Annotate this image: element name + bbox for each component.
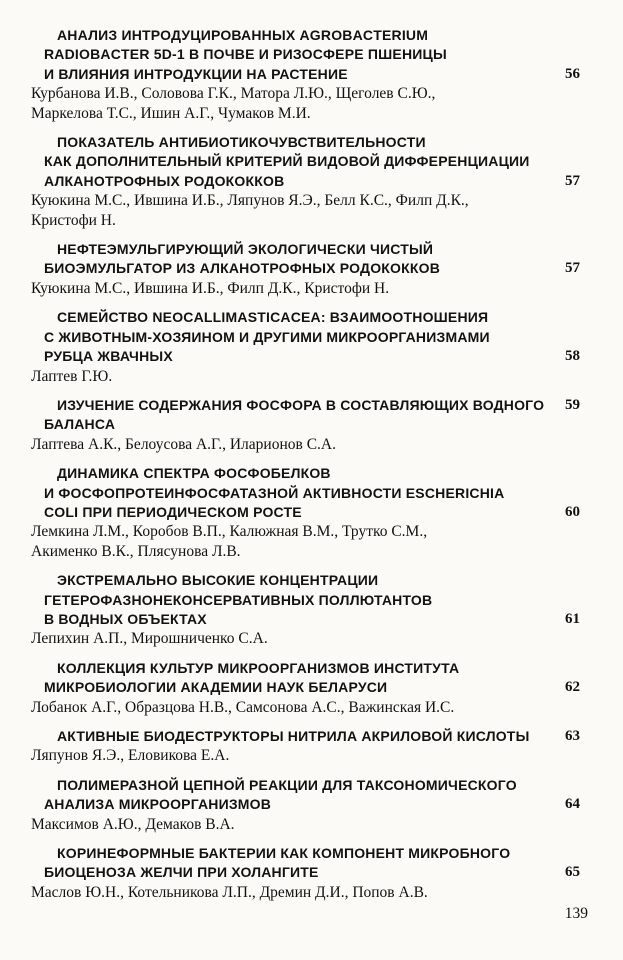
entry-authors bbox=[31, 629, 580, 648]
toc-entry bbox=[31, 844, 580, 902]
toc-entry bbox=[31, 308, 580, 386]
entry-title-text: РУБЦА ЖВАЧНЫХ bbox=[44, 348, 173, 365]
entry-title-text: С ЖИВОТНЫМ-ХОЗЯИНОМ И ДРУГИМИ МИКРООРГАНИЗМАМИ bbox=[44, 328, 490, 345]
entry-authors-line: Куюкина М.С., Ившина И.Б., Филп Д.К., Кристофи Н. bbox=[31, 279, 390, 297]
entry-title-line bbox=[44, 659, 580, 678]
entry-title bbox=[44, 727, 580, 746]
toc-entry bbox=[31, 133, 580, 230]
entry-page-number: 58 bbox=[565, 348, 580, 365]
entry-title bbox=[44, 776, 580, 815]
entry-authors-line: Лаптева А.К., Белоусова А.Г., Иларионов С.А. bbox=[31, 435, 336, 453]
entry-title-line bbox=[44, 863, 580, 882]
entry-title-text: СЕМЕЙСТВО NEOCALLIMASTICACEA: ВЗАИМООТНОШЕНИЯ bbox=[57, 309, 489, 326]
entry-title-text: КОЛЛЕКЦИЯ КУЛЬТУР МИКРООРГАНИЗМОВ ИНСТИТУТА bbox=[57, 659, 460, 676]
entry-title-line bbox=[44, 172, 580, 191]
entry-page-number: 61 bbox=[565, 610, 580, 627]
entry-title bbox=[44, 308, 580, 366]
entry-authors bbox=[31, 279, 580, 298]
entry-title-text: КАК ДОПОЛНИТЕЛЬНЫЙ КРИТЕРИЙ ВИДОВОЙ ДИФФЕРЕНЦИАЦИИ bbox=[44, 153, 530, 170]
entry-authors-line: Маслов Ю.Н., Котельникова Л.П., Дремин Д.И., Попов А.В. bbox=[31, 883, 428, 901]
entry-authors-line: Куюкина М.С., Ившина И.Б., Ляпунов Я.Э., Белл К.С., Филп Д.К., bbox=[31, 192, 469, 210]
toc-entry bbox=[31, 26, 580, 123]
entry-title-text: БИОЭМУЛЬГАТОР ИЗ АЛКАНОТРОФНЫХ РОДОКОККОВ bbox=[44, 260, 441, 277]
entry-authors bbox=[31, 698, 580, 717]
entry-title-text: ГЕТЕРОФАЗНОНЕКОНСЕРВАТИВНЫХ ПОЛЛЮТАНТОВ bbox=[44, 591, 433, 608]
entry-page-number: 59 bbox=[565, 396, 580, 413]
page-footer-number: 139 bbox=[564, 905, 588, 922]
entry-title-line bbox=[44, 415, 580, 434]
entry-authors-line: Маркелова Т.С., Ишин А.Г., Чумаков М.И. bbox=[31, 104, 311, 122]
entry-title-text: В ВОДНЫХ ОБЪЕКТАХ bbox=[44, 610, 207, 627]
entry-title bbox=[44, 659, 580, 698]
entry-title bbox=[44, 26, 580, 84]
entry-authors bbox=[31, 367, 580, 386]
entry-title-text: И ФОСФОПРОТЕИНФОСФАТАЗНОЙ АКТИВНОСТИ ESCHERICHIA bbox=[44, 484, 505, 501]
entry-title-text: АКТИВНЫЕ БИОДЕСТРУКТОРЫ НИТРИЛА АКРИЛОВОЙ КИСЛОТЫ bbox=[57, 728, 530, 744]
toc-entry bbox=[31, 776, 580, 834]
entry-title-line bbox=[44, 776, 580, 795]
entry-title-text: БИОЦЕНОЗА ЖЕЛЧИ ПРИ ХОЛАНГИТЕ bbox=[44, 864, 319, 881]
entry-authors-line: Кристофи Н. bbox=[31, 211, 116, 229]
entry-title-line bbox=[44, 152, 580, 171]
toc-entry bbox=[31, 240, 580, 298]
entry-authors-line: Акименко В.К., Плясунова Л.В. bbox=[31, 542, 241, 560]
entry-title-line bbox=[44, 347, 580, 366]
toc-entry bbox=[31, 727, 580, 766]
entry-authors bbox=[31, 522, 580, 561]
entry-title-text: ПОЛИМЕРАЗНОЙ ЦЕПНОЙ РЕАКЦИИ ДЛЯ ТАКСОНОМИЧЕСКОГО bbox=[57, 776, 517, 793]
entry-title bbox=[44, 396, 580, 435]
entry-title bbox=[44, 240, 580, 279]
toc-entry bbox=[31, 571, 580, 649]
entry-title-line bbox=[44, 65, 580, 84]
entry-authors bbox=[31, 84, 580, 123]
entry-title-text: COLI ПРИ ПЕРИОДИЧЕСКОМ РОСТЕ bbox=[44, 503, 302, 520]
entry-title-line bbox=[44, 503, 580, 522]
entry-authors-line: Лаптев Г.Ю. bbox=[31, 367, 113, 385]
entry-title-line bbox=[44, 727, 580, 746]
entry-title-line bbox=[44, 464, 580, 483]
entry-authors bbox=[31, 883, 580, 902]
entry-authors bbox=[31, 746, 580, 765]
entry-title bbox=[44, 133, 580, 191]
entry-title-text: RADIOBACTER 5D-1 В ПОЧВЕ И РИЗОСФЕРЕ ПШЕНИЦЫ bbox=[44, 46, 447, 63]
entry-page-number: 62 bbox=[565, 679, 580, 696]
entry-page-number: 63 bbox=[565, 728, 580, 744]
entry-authors bbox=[31, 815, 580, 834]
entry-title-text: КОРИНЕФОРМНЫЕ БАКТЕРИИ КАК КОМПОНЕНТ МИКРОБНОГО bbox=[57, 845, 511, 862]
entry-authors-line: Лобанок А.Г., Образцова Н.В., Самсонова А.С., Важинская И.С. bbox=[31, 698, 455, 716]
entry-title-text: АНАЛИЗА МИКРООРГАНИЗМОВ bbox=[44, 796, 272, 813]
entry-title-text: ИЗУЧЕНИЕ СОДЕРЖАНИЯ ФОСФОРА В СОСТАВЛЯЮЩИХ ВОДНОГО bbox=[57, 396, 545, 413]
entry-page-number: 57 bbox=[565, 260, 580, 277]
entry-title-text: ЭКСТРЕМАЛЬНО ВЫСОКИЕ КОНЦЕНТРАЦИИ bbox=[57, 572, 379, 589]
entry-title-line bbox=[44, 610, 580, 629]
entry-authors-line: Курбанова И.В., Соловова Г.К., Матора Л.Ю., Щеголев С.Ю., bbox=[31, 85, 436, 103]
entry-title-line bbox=[44, 240, 580, 259]
entry-title bbox=[44, 571, 580, 629]
entry-title-text: АНАЛИЗ ИНТРОДУЦИРОВАННЫХ AGROBACTERIUM bbox=[57, 27, 429, 43]
entry-authors-line: Ляпунов Я.Э., Еловикова Е.А. bbox=[31, 747, 230, 765]
entry-page-number: 65 bbox=[565, 864, 580, 881]
entry-page-number: 57 bbox=[565, 172, 580, 189]
entry-title-text: МИКРОБИОЛОГИИ АКАДЕМИИ НАУК БЕЛАРУСИ bbox=[44, 679, 388, 696]
entry-title-line bbox=[44, 591, 580, 610]
entry-title-line bbox=[44, 484, 580, 503]
entry-title-line bbox=[44, 795, 580, 814]
entry-title-text: АЛКАНОТРОФНЫХ РОДОКОККОВ bbox=[44, 172, 285, 189]
entry-title-line bbox=[44, 133, 580, 152]
entry-authors-line: Лепихин А.П., Мирошниченко С.А. bbox=[31, 630, 268, 648]
entry-page-number: 60 bbox=[565, 503, 580, 520]
entry-title-line bbox=[44, 45, 580, 64]
entry-title-text: ДИНАМИКА СПЕКТРА ФОСФОБЕЛКОВ bbox=[57, 465, 331, 482]
toc-entry bbox=[31, 396, 580, 454]
entry-title-line bbox=[44, 308, 580, 327]
entry-title-line bbox=[44, 259, 580, 278]
entry-title bbox=[44, 844, 580, 883]
entry-authors-line: Лемкина Л.М., Коробов В.П., Калюжная В.М., Трутко С.М., bbox=[31, 523, 428, 541]
entry-title-text: БАЛАНСА bbox=[44, 416, 116, 433]
entry-title-text: И ВЛИЯНИЯ ИНТРОДУКЦИИ НА РАСТЕНИЕ bbox=[44, 65, 348, 82]
entry-title-line bbox=[44, 396, 580, 415]
toc-entry bbox=[31, 659, 580, 717]
entry-authors bbox=[31, 435, 580, 454]
toc-entry bbox=[31, 464, 580, 561]
entry-page-number: 64 bbox=[565, 796, 580, 813]
entry-title-text: НЕФТЕЭМУЛЬГИРУЮЩИЙ ЭКОЛОГИЧЕСКИ ЧИСТЫЙ bbox=[57, 241, 434, 258]
entry-authors bbox=[31, 191, 580, 230]
entry-title-line bbox=[44, 26, 580, 45]
entry-title bbox=[44, 464, 580, 522]
entry-authors-line: Максимов А.Ю., Демаков В.А. bbox=[31, 815, 235, 833]
entry-title-text: ПОКАЗАТЕЛЬ АНТИБИОТИКОЧУВСТВИТЕЛЬНОСТИ bbox=[57, 134, 426, 151]
entry-title-line bbox=[44, 844, 580, 863]
entry-page-number: 56 bbox=[565, 65, 580, 82]
toc-list bbox=[31, 26, 580, 902]
entry-title-line bbox=[44, 678, 580, 697]
entry-title-line bbox=[44, 328, 580, 347]
entry-title-line bbox=[44, 571, 580, 590]
